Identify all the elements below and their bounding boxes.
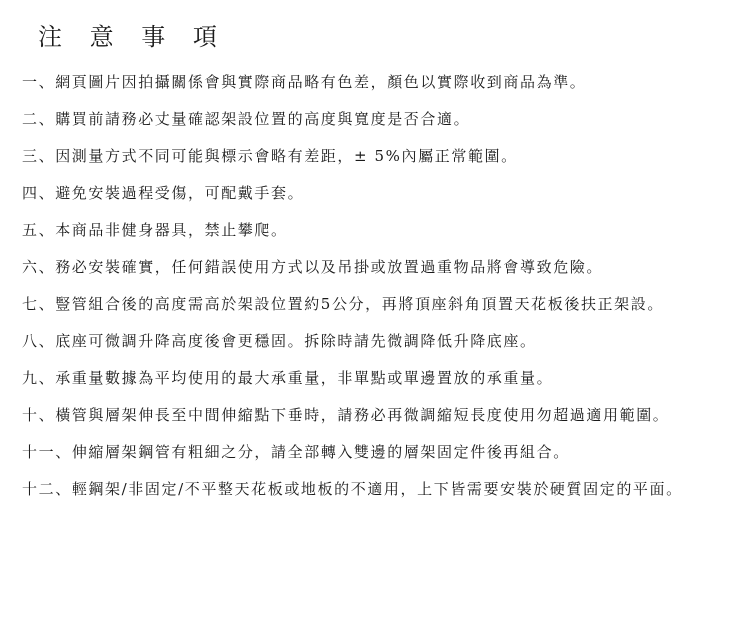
list-item <box>22 249 737 286</box>
item-number: 十二、 <box>22 480 72 498</box>
item-text: 因測量方式不同可能與標示會略有差距，± 5%內屬正常範圍。 <box>55 147 518 165</box>
notice-list <box>22 64 737 508</box>
list-item <box>22 175 737 212</box>
item-text: 豎管組合後的高度需高於架設位置約5公分，再將頂座斜角頂置天花板後扶正架設。 <box>55 295 664 313</box>
item-text: 伸縮層架鋼管有粗細之分，請全部轉入雙邊的層架固定件後再組合。 <box>71 443 570 461</box>
item-number: 六、 <box>22 258 56 276</box>
item-text: 輕鋼架/非固定/不平整天花板或地板的不適用，上下皆需要安裝於硬質固定的平面。 <box>71 480 683 498</box>
item-number: 四、 <box>22 184 56 202</box>
item-text: 避免安裝過程受傷，可配戴手套。 <box>55 184 305 202</box>
list-item <box>22 323 737 360</box>
list-item <box>22 397 737 434</box>
item-number: 十一、 <box>22 443 72 461</box>
list-item <box>22 101 737 138</box>
item-number: 五、 <box>22 221 56 239</box>
item-number: 七、 <box>22 295 56 313</box>
item-number: 十、 <box>22 406 56 424</box>
list-item <box>22 212 737 249</box>
page-title: 注 意 事 項 <box>38 23 227 51</box>
item-text: 橫管與層架伸長至中間伸縮點下垂時，請務必再微調縮短長度使用勿超過適用範圍。 <box>55 406 670 424</box>
item-number: 九、 <box>22 369 56 387</box>
list-item <box>22 434 737 471</box>
item-text: 底座可微調升降高度後會更穩固。拆除時請先微調降低升降底座。 <box>55 332 537 350</box>
item-text: 承重量數據為平均使用的最大承重量，非單點或單邊置放的承重量。 <box>55 369 554 387</box>
item-text: 購買前請務必丈量確認架設位置的高度與寬度是否合適。 <box>55 110 471 128</box>
list-item <box>22 471 737 508</box>
list-item <box>22 64 737 101</box>
item-text: 本商品非健身器具，禁止攀爬。 <box>55 221 288 239</box>
list-item <box>22 138 737 175</box>
item-text: 網頁圖片因拍攝關係會與實際商品略有色差，顏色以實際收到商品為準。 <box>55 73 587 91</box>
item-number: 八、 <box>22 332 56 350</box>
item-number: 一、 <box>22 73 56 91</box>
item-number: 二、 <box>22 110 56 128</box>
item-text: 務必安裝確實，任何錯誤使用方式以及吊掛或放置過重物品將會導致危險。 <box>55 258 604 276</box>
list-item <box>22 360 737 397</box>
list-item <box>22 286 737 323</box>
item-number: 三、 <box>22 147 56 165</box>
